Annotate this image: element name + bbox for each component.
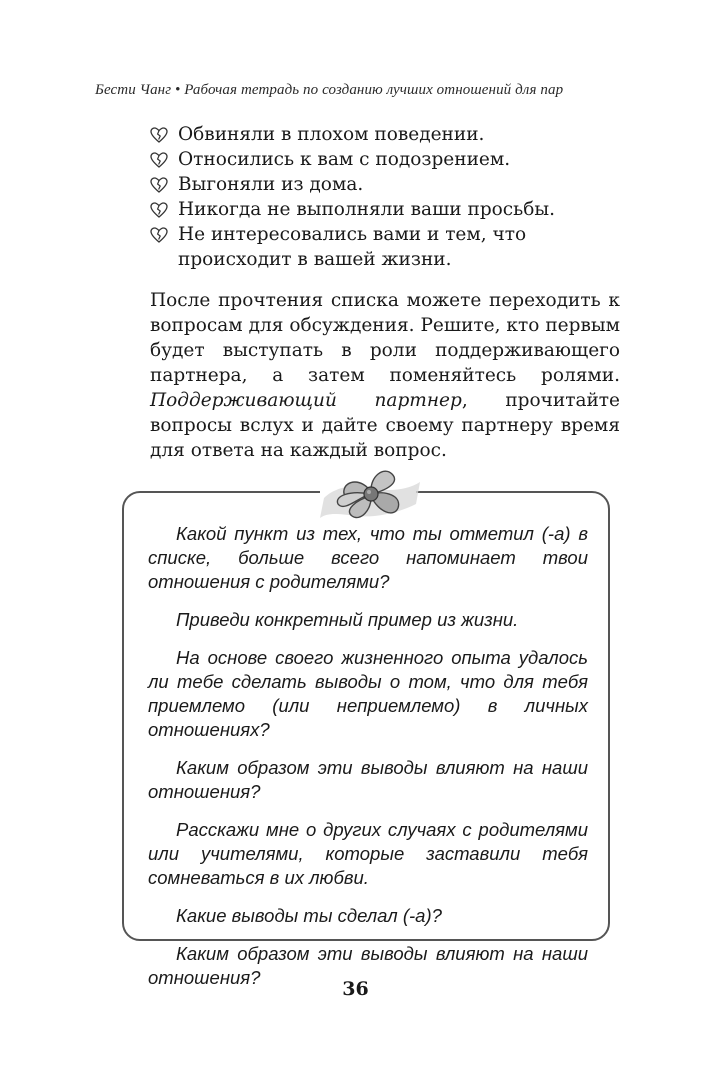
question-item: Каким образом эти выводы влияют на наши отношения? (148, 757, 588, 802)
list-item (150, 222, 630, 272)
bullet-list (150, 122, 630, 272)
running-header: Бести Чанг • Рабочая тетрадь по созданию лучших отношений для пар (95, 82, 564, 98)
list-item (150, 147, 630, 172)
question-item: Какие выводы ты сделал (-а)? (176, 905, 442, 926)
bullet-text: Обвиняли в плохом поведении. (178, 124, 485, 145)
broken-heart-icon (150, 177, 168, 193)
bullet-text: Не интересовались вами и тем, что происходит в вашей жизни. (178, 224, 527, 270)
paragraph-text-2: , прочитайте вопросы вслух и дайте своему партнеру время для ответа на каждый вопрос. (150, 390, 620, 461)
list-item (150, 172, 630, 197)
question-item: Каким образом эти выводы влияют на наши отношения? (148, 943, 588, 988)
bullet-text: Выгоняли из дома. (178, 174, 364, 195)
paragraph-emphasis: Поддерживающий партнер (150, 390, 462, 411)
broken-heart-icon (150, 152, 168, 168)
list-item (150, 197, 630, 222)
flower-icon (316, 458, 426, 530)
questions-list (148, 522, 588, 1004)
bullet-text: Относились к вам с подозрением. (178, 149, 511, 170)
question-item: Приведи конкретный пример из жизни. (176, 609, 519, 630)
bullet-text: Никогда не выполняли ваши просьбы. (178, 199, 555, 220)
question-item: Какой пункт из тех, что ты отметил (-а) в списке, больше всего напоминает твои отношения с родителями? (148, 523, 588, 592)
broken-heart-icon (150, 127, 168, 143)
paragraph-text-1: После прочтения списка можете переходить к вопросам для обсуждения. Решите, кто первым будет выступать в роли поддерживающего партнера, а затем поменяйтесь ролями. (150, 290, 620, 386)
list-item (150, 122, 630, 147)
broken-heart-icon (150, 227, 168, 243)
page-number: 36 (342, 978, 369, 1000)
question-item: На основе своего жизненного опыта удалось ли тебе сделать выводы о том, что для тебя приемлемо (или неприемлемо) в личных отношениях? (148, 647, 588, 740)
broken-heart-icon (150, 202, 168, 218)
question-item: Расскажи мне о других случаях с родителями или учителями, которые заставили тебя сомневаться в их любви. (148, 819, 588, 888)
instructions-paragraph (150, 288, 620, 463)
